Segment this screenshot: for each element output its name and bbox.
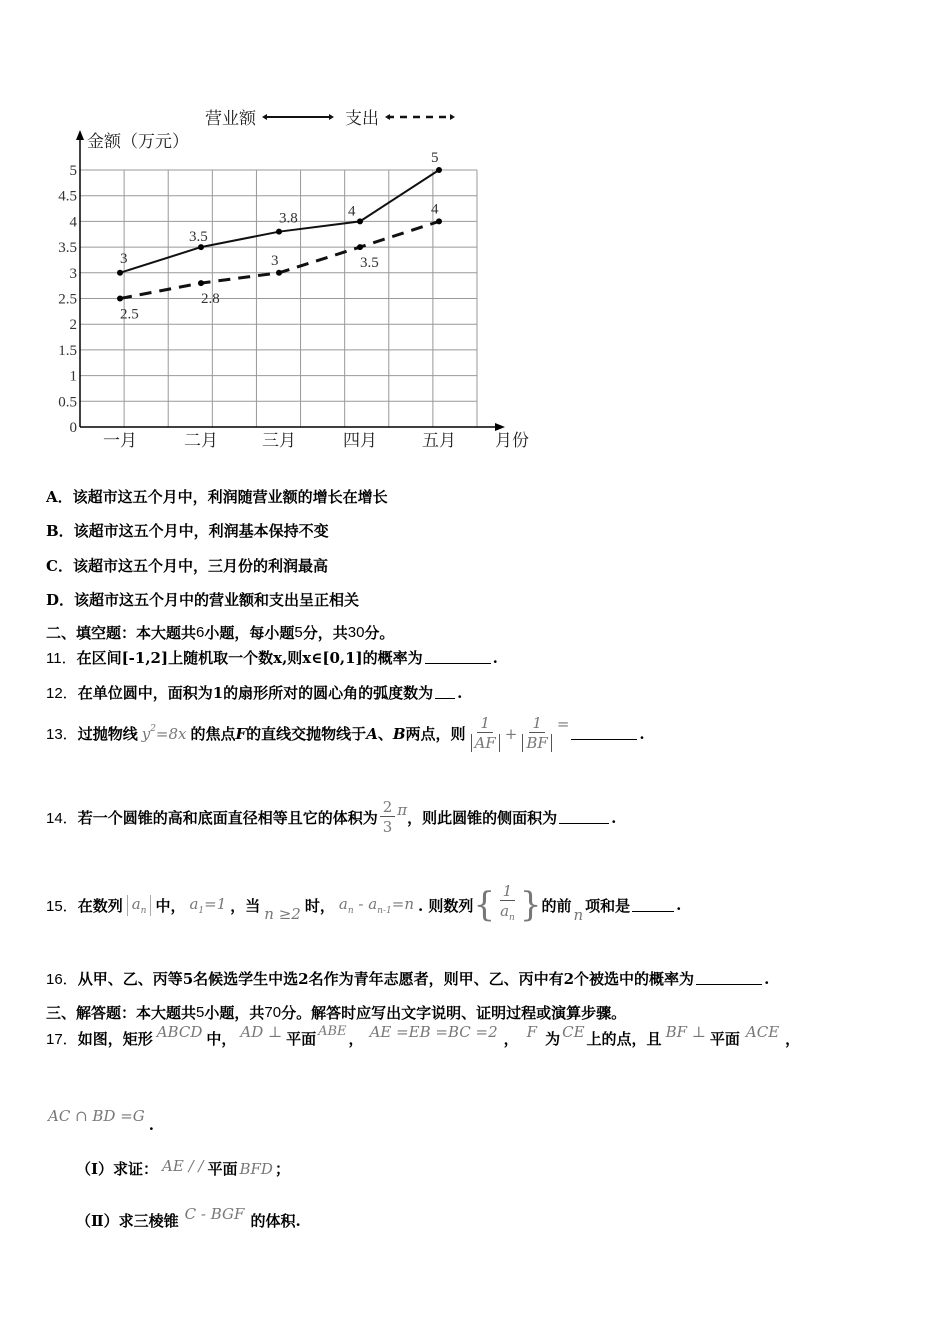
y-tick-label: 3 <box>69 265 77 282</box>
x-tick-label: 一月 <box>103 431 137 450</box>
chart-grid <box>80 170 477 427</box>
question-17-part2: （Ⅱ）求三棱锥 C - BGF 的体积. <box>76 1204 301 1230</box>
section2-header: 二、填空题：本大题共 6 小题，每小题 5 分，共 30 分。 <box>46 624 395 642</box>
question-16: 16． 从甲、乙、丙等 5 名候选学生中选 2 名作为青年志愿者，则甲、乙、丙中有 2 个被选中的概率为 . <box>46 969 770 988</box>
y-tick-label: 0 <box>69 420 77 436</box>
data-label: 3.8 <box>279 210 298 227</box>
legend-expense-marker <box>385 114 455 120</box>
legend-revenue-label: 营业额 <box>205 109 256 128</box>
option-a: A．该超市这五个月中，利润随营业额的增长在增长 <box>46 488 388 506</box>
question-17-part1: （Ⅰ）求证： AE / / 平面 BFD ； <box>76 1156 290 1178</box>
y-tick-label: 5 <box>69 163 77 179</box>
data-point <box>357 218 363 224</box>
y-tick-label: 2.5 <box>58 291 77 308</box>
x-axis-label: 月份 <box>495 431 529 450</box>
y-tick-label: 3.5 <box>58 240 77 257</box>
data-point <box>198 280 204 286</box>
data-point <box>357 244 363 250</box>
answer-blank <box>696 972 762 985</box>
y-tick-label: 4 <box>69 214 77 231</box>
x-axis-arrow <box>495 423 505 431</box>
y-tick-labels <box>58 163 77 436</box>
data-label: 2.5 <box>120 306 139 323</box>
answer-blank <box>425 651 491 664</box>
data-point <box>436 218 442 224</box>
data-label: 4 <box>431 201 439 218</box>
y-tick-label: 0.5 <box>58 394 77 411</box>
data-label: 3 <box>120 250 128 267</box>
y-tick-label: 4.5 <box>58 188 77 205</box>
question-17: 17． 如图，矩形 ABCD 中， AD ⊥ 平面 ABE ， AE =EB =BC =2 ， F 为 CE 上的点，且 BF ⊥ 平面 ACE ， <box>46 1022 801 1048</box>
answer-blank <box>435 686 455 699</box>
y-axis-label: 金额（万元） <box>87 132 189 151</box>
question-14: 14． 若一个圆锥的高和底面直径相等且它的体积为 $\frac{2}{3}$ π ，则此圆锥的侧面积为 . <box>46 798 617 836</box>
data-label: 3.5 <box>189 229 208 246</box>
data-point <box>436 167 442 173</box>
section3-header: 三、解答题：本大题共 5 小题，共 70 分。解答时应写出文字说明、证明过程或演算步骤。 <box>46 1004 627 1022</box>
answer-blank <box>632 899 674 912</box>
question-12: 12． 在单位圆中，面积为 1 的扇形所对的圆心角的弧度数为 . <box>46 683 463 702</box>
question-11: 11． 在区间[-1,2]上随机取一个数 x ,则 x∈[0,1] 的概率为 . <box>46 648 498 667</box>
answer-blank <box>559 811 609 824</box>
data-label: 5 <box>431 150 439 166</box>
option-b: B．该超市这五个月中，利润基本保持不变 <box>46 522 329 540</box>
data-label: 3.5 <box>360 255 379 272</box>
x-tick-labels <box>103 431 456 450</box>
option-c: C．该超市这五个月中，三月份的利润最高 <box>46 557 328 575</box>
data-label: 3 <box>271 252 279 269</box>
option-d: D．该超市这五个月中的营业额和支出呈正相关 <box>46 591 360 609</box>
x-tick-label: 五月 <box>422 431 456 450</box>
question-15: 15． 在数列 $a_n$ 中， $a_1=1$ ，当 n ≥2 时， $a_n - a_{n-1}=n$ . 则数列 { $\frac{1}{a_n}$ } 的前 n 项和是 . <box>46 882 682 925</box>
answer-blank <box>571 727 637 740</box>
y-tick-label: 1.5 <box>58 342 77 359</box>
data-point <box>117 296 123 302</box>
data-label: 4 <box>348 203 356 220</box>
y-tick-label: 2 <box>69 317 77 334</box>
x-tick-label: 二月 <box>184 431 218 450</box>
chart-axes <box>76 130 505 431</box>
chart-series <box>117 150 442 323</box>
legend-revenue-marker <box>262 114 334 120</box>
line-chart <box>40 100 560 470</box>
y-tick-label: 1 <box>69 368 77 385</box>
y-axis-arrow <box>76 130 84 140</box>
x-tick-label: 三月 <box>262 431 296 450</box>
question-17-intersection: AC ∩ BD =G . <box>48 1107 155 1134</box>
question-13: 13． 过抛物线 $y^2=8x$ 的焦点 F 的直线交抛物线于 A 、 B 两点，则 $\frac{1}{AF}$ + $\frac{1}{BF}$ = . <box>46 714 645 752</box>
legend-expense-label: 支出 <box>345 109 379 128</box>
data-label: 2.8 <box>201 291 220 308</box>
x-tick-label: 四月 <box>343 431 377 450</box>
data-point <box>276 229 282 235</box>
data-point <box>117 270 123 276</box>
data-point <box>276 270 282 276</box>
